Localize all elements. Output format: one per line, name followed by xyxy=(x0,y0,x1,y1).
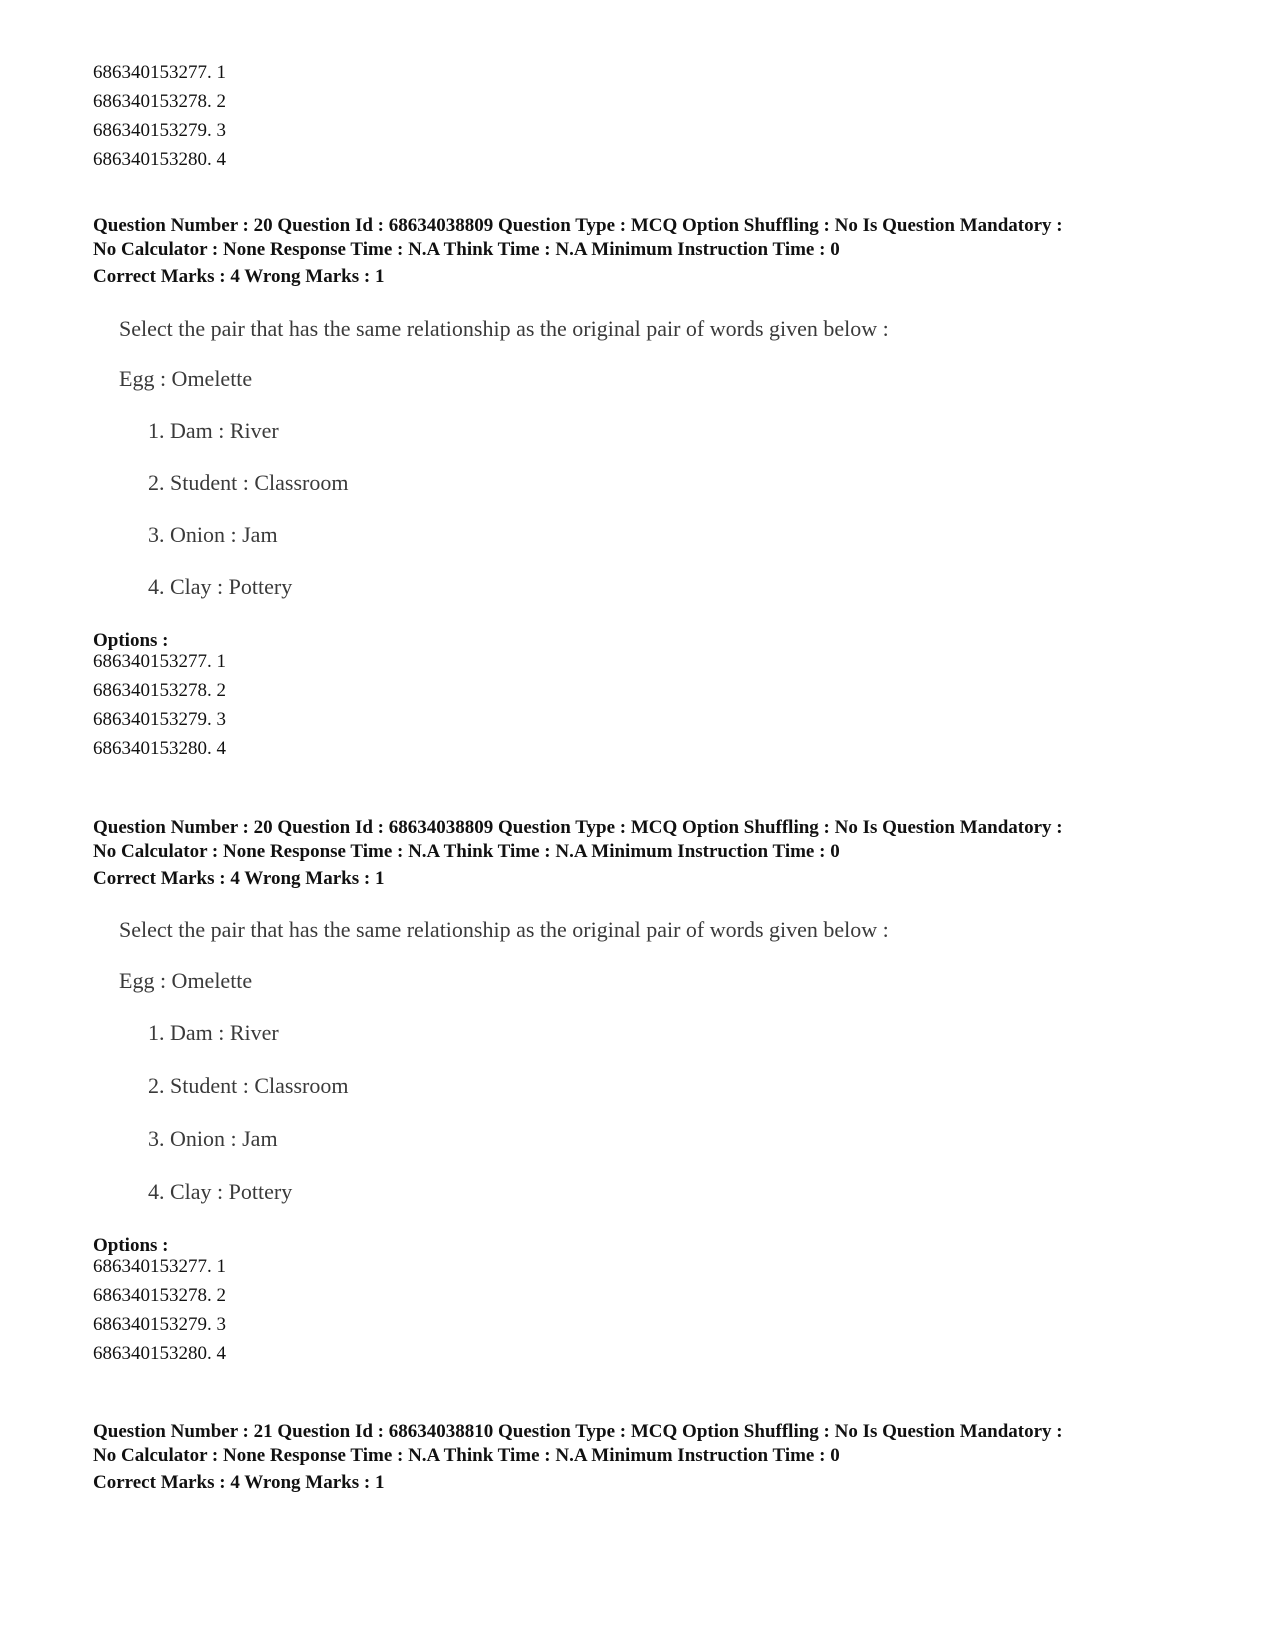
option-line: 686340153278. 2 xyxy=(93,680,226,701)
option-line: 686340153277. 1 xyxy=(93,651,226,672)
question-choice: 3. Onion : Jam xyxy=(148,522,278,547)
question-choice: 2. Student : Classroom xyxy=(148,470,349,495)
option-line: 686340153279. 3 xyxy=(93,709,226,730)
question-prompt: Select the pair that has the same relationship as the original pair of words given below : xyxy=(119,917,889,942)
question-meta xyxy=(93,816,1063,864)
question-meta-line: Question Number : 20 Question Id : 68634038809 Question Type : MCQ Option Shuffling : No Is Question Mandatory : xyxy=(93,215,1063,236)
top-options-list xyxy=(93,58,226,174)
option-line: 686340153277. 1 xyxy=(93,1256,226,1277)
option-line: 686340153279. 3 xyxy=(93,1314,226,1335)
question-prompt: Select the pair that has the same relationship as the original pair of words given below : xyxy=(119,316,889,341)
question-marks: Correct Marks : 4 Wrong Marks : 1 xyxy=(93,1472,385,1493)
options-list xyxy=(93,1252,226,1368)
question-choice: 3. Onion : Jam xyxy=(148,1126,278,1151)
option-line: 686340153279. 3 xyxy=(93,120,226,141)
options-list xyxy=(93,647,226,763)
option-line: 686340153280. 4 xyxy=(93,738,226,759)
option-line: 686340153280. 4 xyxy=(93,149,226,170)
option-line: 686340153278. 2 xyxy=(93,91,226,112)
question-meta xyxy=(93,214,1063,262)
question-word-pair: Egg : Omelette xyxy=(119,968,253,993)
question-choice: 1. Dam : River xyxy=(148,1020,279,1045)
options-label: Options : xyxy=(93,630,169,651)
question-marks: Correct Marks : 4 Wrong Marks : 1 xyxy=(93,868,385,889)
question-choice: 4. Clay : Pottery xyxy=(148,1179,293,1204)
option-line: 686340153280. 4 xyxy=(93,1343,226,1364)
question-marks: Correct Marks : 4 Wrong Marks : 1 xyxy=(93,266,385,287)
question-meta-line: No Calculator : None Response Time : N.A Think Time : N.A Minimum Instruction Time : 0 xyxy=(93,841,840,862)
option-line: 686340153277. 1 xyxy=(93,62,226,83)
question-choice: 4. Clay : Pottery xyxy=(148,574,293,599)
option-line: 686340153278. 2 xyxy=(93,1285,226,1306)
question-choice: 1. Dam : River xyxy=(148,418,279,443)
question-choice: 2. Student : Classroom xyxy=(148,1073,349,1098)
question-meta-line: Question Number : 21 Question Id : 68634038810 Question Type : MCQ Option Shuffling : No Is Question Mandatory : xyxy=(93,1421,1063,1442)
question-word-pair: Egg : Omelette xyxy=(119,366,253,391)
question-meta-line: Question Number : 20 Question Id : 68634038809 Question Type : MCQ Option Shuffling : No Is Question Mandatory : xyxy=(93,817,1063,838)
question-meta xyxy=(93,1420,1063,1468)
question-meta-line: No Calculator : None Response Time : N.A Think Time : N.A Minimum Instruction Time : 0 xyxy=(93,1445,840,1466)
options-label: Options : xyxy=(93,1235,169,1256)
question-meta-line: No Calculator : None Response Time : N.A Think Time : N.A Minimum Instruction Time : 0 xyxy=(93,239,840,260)
